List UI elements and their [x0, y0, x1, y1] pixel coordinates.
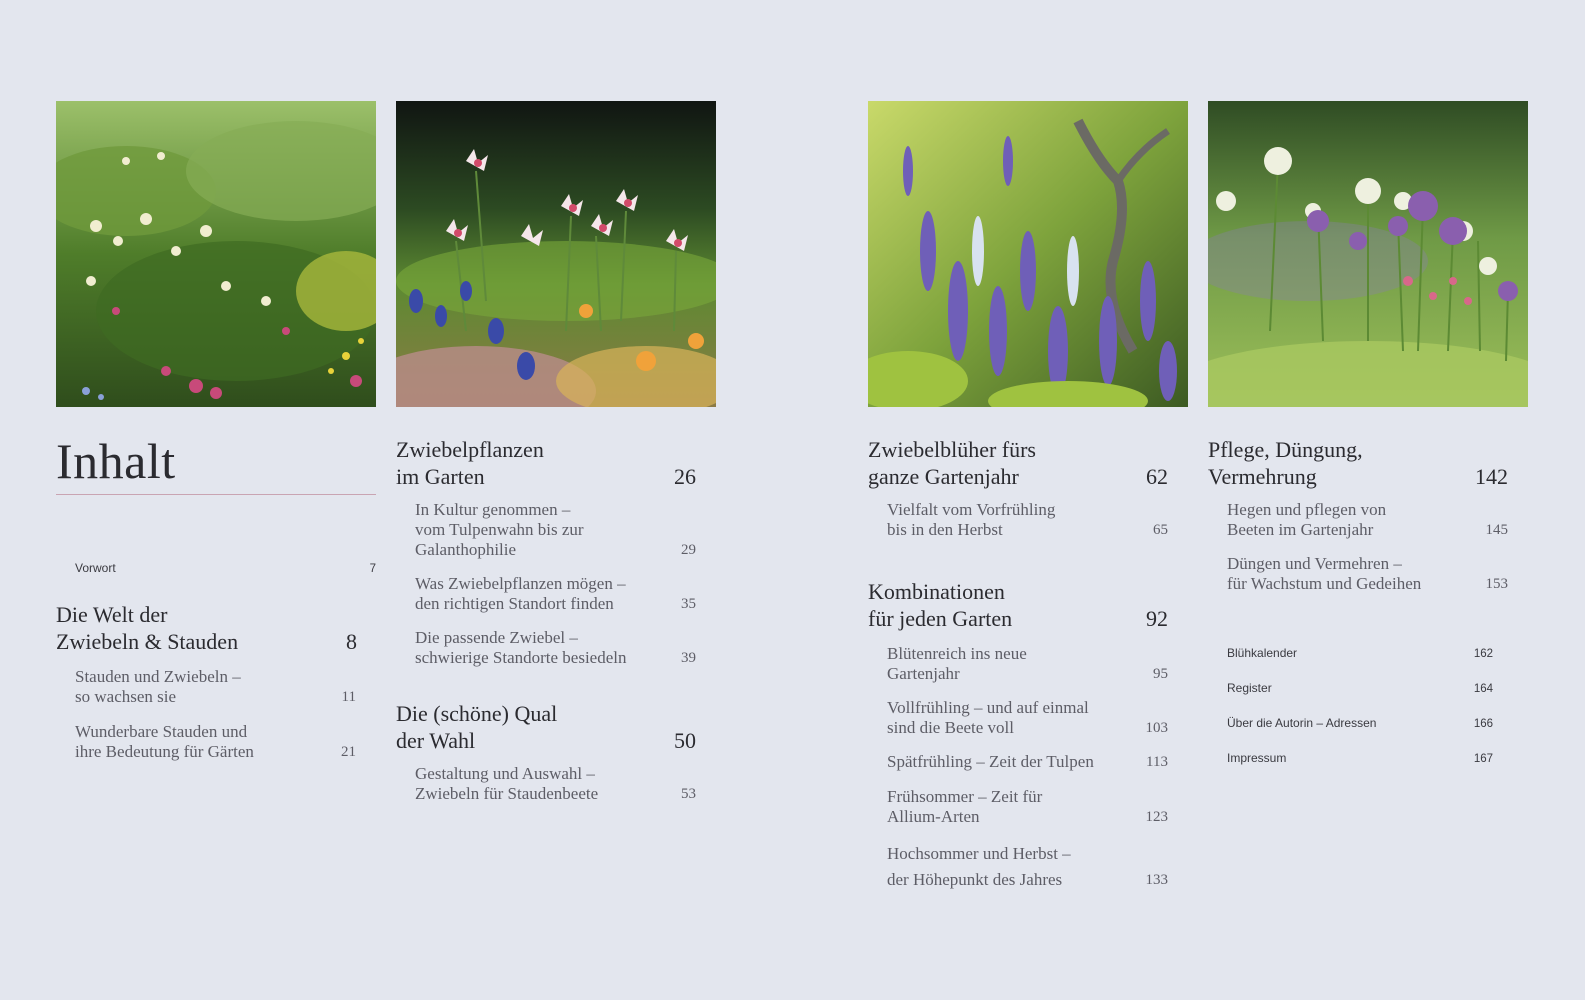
toc-entry-page: 65	[1153, 522, 1168, 538]
toc-entry[interactable]	[396, 628, 698, 668]
toc-column-1	[56, 433, 376, 762]
toc-chapter-page: 50	[674, 728, 696, 753]
toc-entry[interactable]	[868, 698, 1170, 738]
toc-entry[interactable]	[868, 841, 1170, 893]
toc-entry-page: 164	[1473, 683, 1493, 695]
toc-entry-label: Blütenreich ins neue Gartenjahr	[887, 644, 1027, 683]
toc-entry[interactable]	[396, 764, 698, 804]
catmint-lavender-photo	[868, 101, 1188, 407]
toc-chapter-label: Kombinationen für jeden Garten	[868, 579, 1013, 631]
toc-entry-page: 123	[1145, 809, 1168, 825]
toc-chapter-label: Zwiebelblüher fürs ganze Gartenjahr	[868, 437, 1036, 489]
lily-tulips-photo	[396, 101, 716, 407]
toc-chapter-page: 62	[1146, 464, 1168, 489]
toc-entry-page: 35	[681, 596, 696, 612]
toc-chapter-page: 142	[1475, 464, 1508, 489]
toc-entry-page: 95	[1153, 666, 1168, 682]
toc-entry-label: Hegen und pflegen von Beeten im Gartenjahr	[1227, 500, 1387, 539]
toc-entry-label: Die passende Zwiebel – schwierige Standorte besiedeln	[415, 628, 627, 667]
toc-entry-label: Impressum	[1227, 751, 1287, 765]
toc-entry-label: Hochsommer und Herbst – der Höhepunkt des Jahres	[887, 844, 1071, 889]
toc-entry-label: Register	[1227, 681, 1272, 695]
toc-entry-autorin-adressen[interactable]	[1208, 716, 1510, 730]
toc-entry[interactable]	[1208, 500, 1510, 540]
toc-entry[interactable]	[868, 500, 1170, 540]
toc-entry[interactable]	[1208, 554, 1510, 594]
toc-entry-page: 11	[341, 689, 356, 705]
toc-entry-page: 145	[1485, 522, 1508, 538]
toc-entry-page: 113	[1146, 754, 1168, 770]
toc-entry-label: Spätfrühling – Zeit der Tulpen	[887, 752, 1094, 771]
toc-chapter-label: Pflege, Düngung, Vermehrung	[1208, 437, 1363, 489]
toc-chapter-page: 26	[674, 464, 696, 489]
toc-chapter-page: 92	[1146, 606, 1168, 631]
toc-entry-page: 29	[681, 542, 696, 558]
toc-entry-page: 133	[1145, 872, 1168, 888]
toc-entry-impressum[interactable]	[1208, 751, 1510, 765]
toc-chapter-label: Die Welt der Zwiebeln & Stauden	[56, 602, 239, 654]
toc-entry-page: 166	[1473, 718, 1493, 730]
toc-entry-page: 167	[1473, 753, 1493, 765]
toc-entry-page: 7	[369, 563, 376, 575]
toc-entry-page: 162	[1473, 648, 1493, 660]
toc-entry-label: Düngen und Vermehren – für Wachstum und Gedeihen	[1227, 554, 1422, 593]
toc-entry-register[interactable]	[1208, 681, 1510, 695]
toc-entry[interactable]	[396, 574, 698, 614]
toc-entry-label: Vielfalt vom Vorfrühling bis in den Herbst	[887, 500, 1056, 539]
toc-entry-label: Blühkalender	[1227, 646, 1298, 660]
toc-entry[interactable]	[56, 722, 376, 762]
toc-entry-label: Vorwort	[75, 561, 116, 575]
toc-entry-bluehkalender[interactable]	[1208, 646, 1510, 660]
toc-entry-label: Wunderbare Stauden und ihre Bedeutung für Gärten	[75, 722, 254, 761]
toc-entry[interactable]	[396, 500, 698, 560]
toc-chapter-kombinationen[interactable]	[868, 578, 1170, 632]
toc-entry-page: 39	[681, 650, 696, 666]
toc-entry-page: 103	[1145, 720, 1168, 736]
toc-entry-page: 153	[1485, 576, 1508, 592]
garden-border-tulips-photo	[56, 101, 376, 407]
toc-column-4	[1208, 436, 1510, 765]
toc-entry-label: Frühsommer – Zeit für Allium-Arten	[887, 787, 1043, 826]
toc-entry[interactable]	[868, 787, 1170, 827]
toc-entry[interactable]	[56, 667, 376, 707]
toc-entry[interactable]	[868, 644, 1170, 684]
allium-meadow-photo	[1208, 101, 1528, 407]
toc-chapter-welt-der-zwiebeln[interactable]	[56, 601, 376, 655]
toc-entry-label: Gestaltung und Auswahl – Zwiebeln für Staudenbeete	[415, 764, 599, 803]
toc-entry-label: Stauden und Zwiebeln – so wachsen sie	[75, 667, 241, 706]
toc-chapter-label: Zwiebelpflanzen im Garten	[396, 437, 544, 489]
toc-entry-page: 53	[681, 786, 696, 802]
toc-chapter-label: Die (schöne) Qual der Wahl	[396, 701, 558, 753]
toc-entry-label: Was Zwiebelpflanzen mögen – den richtigen Standort finden	[415, 574, 626, 613]
toc-column-2	[396, 436, 698, 804]
toc-chapter-page: 8	[346, 629, 357, 654]
toc-entry[interactable]	[868, 752, 1170, 772]
toc-entry-label: Vollfrühling – und auf einmal sind die Beete voll	[887, 698, 1089, 737]
toc-chapter-zwiebelblueher[interactable]	[868, 436, 1170, 490]
toc-entry-label: In Kultur genommen – vom Tulpenwahn bis zur Galanthophilie	[415, 500, 584, 559]
toc-entry-label: Über die Autorin – Adressen	[1227, 716, 1377, 730]
page-title: Inhalt	[56, 436, 376, 495]
toc-chapter-qual-der-wahl[interactable]	[396, 700, 698, 754]
toc-entry-vorwort[interactable]	[56, 561, 376, 575]
toc-chapter-zwiebelpflanzen[interactable]	[396, 436, 698, 490]
toc-entry-page: 21	[341, 744, 356, 760]
toc-column-3	[868, 436, 1170, 893]
toc-chapter-pflege[interactable]	[1208, 436, 1510, 490]
